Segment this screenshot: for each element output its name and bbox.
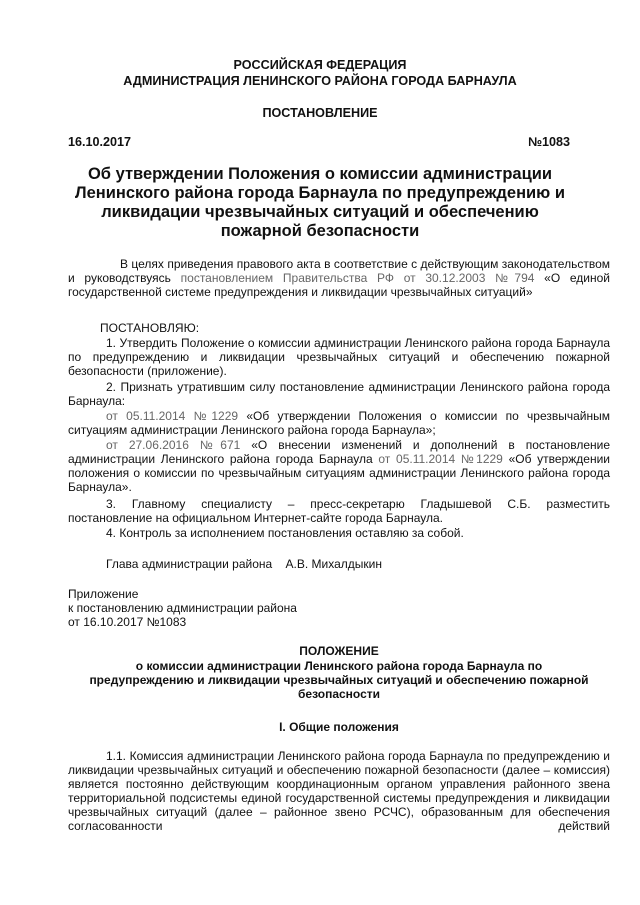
header-administration: АДМИНИСТРАЦИЯ ЛЕНИНСКОГО РАЙОНА ГОРОДА БАРНАУЛА <box>123 74 517 88</box>
appendix-line-1: Приложение <box>68 587 139 601</box>
item-3: 3. Главному специалисту – пресс-секретарю Гладышевой С.Б. разместить постановление на официальном Интернет-сайте города Барнаула. <box>68 497 610 525</box>
item-2a <box>68 409 610 437</box>
regulation-subtitle-2: предупреждению и ликвидации чрезвычайных ситуаций и обеспечению пожарной <box>89 673 589 687</box>
signature: Глава администрации района А.В. Михалдыкин <box>106 557 382 571</box>
item-2b-link-2[interactable]: от 05.11.2014 №1229 <box>378 452 503 466</box>
appendix-line-3: от 16.10.2017 №1083 <box>68 615 187 629</box>
preamble-paragraph <box>68 257 610 299</box>
preamble-link[interactable]: постановлением Правительства РФ от 30.12.2003 №794 <box>180 271 535 285</box>
paragraph-1-1: 1.1. Комиссия администрации Ленинского района города Барнаула по предупреждению и ликвидации чрезвычайных ситуаций и обеспечению пожарной безопасности (далее – комиссия) является постоянно действующим координационным органом управления районного звена территориальной подсистемы единой государственной системы предупреждения и ликвидации чрезвычайных ситуаций (далее – районное звено РСЧС), образованным для обеспечения согласованности действий <box>68 749 610 833</box>
preamble-text: В целях приведения правового акта в соответствие с действующим законодательством и руководствуясь <box>68 257 610 285</box>
regulation-subtitle-3: безопасности <box>297 687 381 701</box>
item-1: 1. Утвердить Положение о комиссии администрации Ленинского района города Барнаула по предупреждению и ликвидации чрезвычайных ситуаций и обеспечению пожарной безопасности (приложение). <box>68 336 610 378</box>
regulation-title: ПОЛОЖЕНИЕ <box>299 644 379 658</box>
doc-title-line-4: пожарной безопасности <box>220 222 420 240</box>
appendix-line-2: к постановлению администрации района <box>68 601 297 615</box>
item-2b-link[interactable]: от 27.06.2016 №671 <box>106 438 241 452</box>
item-2b-text: «О внесении изменений и дополнений в постановление администрации Ленинского района города Барнаула <box>68 438 610 466</box>
item-2b <box>68 438 610 494</box>
doc-type: ПОСТАНОВЛЕНИЕ <box>262 106 378 120</box>
doc-number: №1083 <box>527 135 570 149</box>
doc-date: 16.10.2017 <box>68 135 132 149</box>
doc-title-line-1: Об утверждении Положения о комиссии администрации <box>87 165 553 183</box>
item-2a-text: «Об утверждении Положения о комиссии по чрезвычайным ситуациям администрации Ленинского района города Барнаула»; <box>68 409 610 437</box>
doc-title-line-2: Ленинского района города Барнаула по предупреждению и <box>75 184 565 202</box>
preamble-text-end: «О единой государственной системе предупреждения и ликвидации чрезвычайных ситуаций» <box>68 271 611 299</box>
item-2: 2. Признать утратившим силу постановление администрации Ленинского района города Барнаула: <box>68 380 610 408</box>
header-country: РОССИЙСКАЯ ФЕДЕРАЦИЯ <box>233 58 407 72</box>
doc-title-line-3: ликвидации чрезвычайных ситуаций и обеспечению <box>101 203 539 221</box>
item-2b-text-2: «Об утверждении положения о комиссии по чрезвычайным ситуациям администрации Ленинского района города Барнаула». <box>68 452 610 494</box>
section-heading: I. Общие положения <box>279 720 399 734</box>
item-4: 4. Контроль за исполнением постановления оставляю за собой. <box>106 526 464 540</box>
item-2a-link[interactable]: от 05.11.2014 №1229 <box>106 409 239 423</box>
regulation-subtitle-1: о комиссии администрации Ленинского района города Барнаула по <box>135 659 543 673</box>
resolve-word: ПОСТАНОВЛЯЮ: <box>100 321 200 335</box>
